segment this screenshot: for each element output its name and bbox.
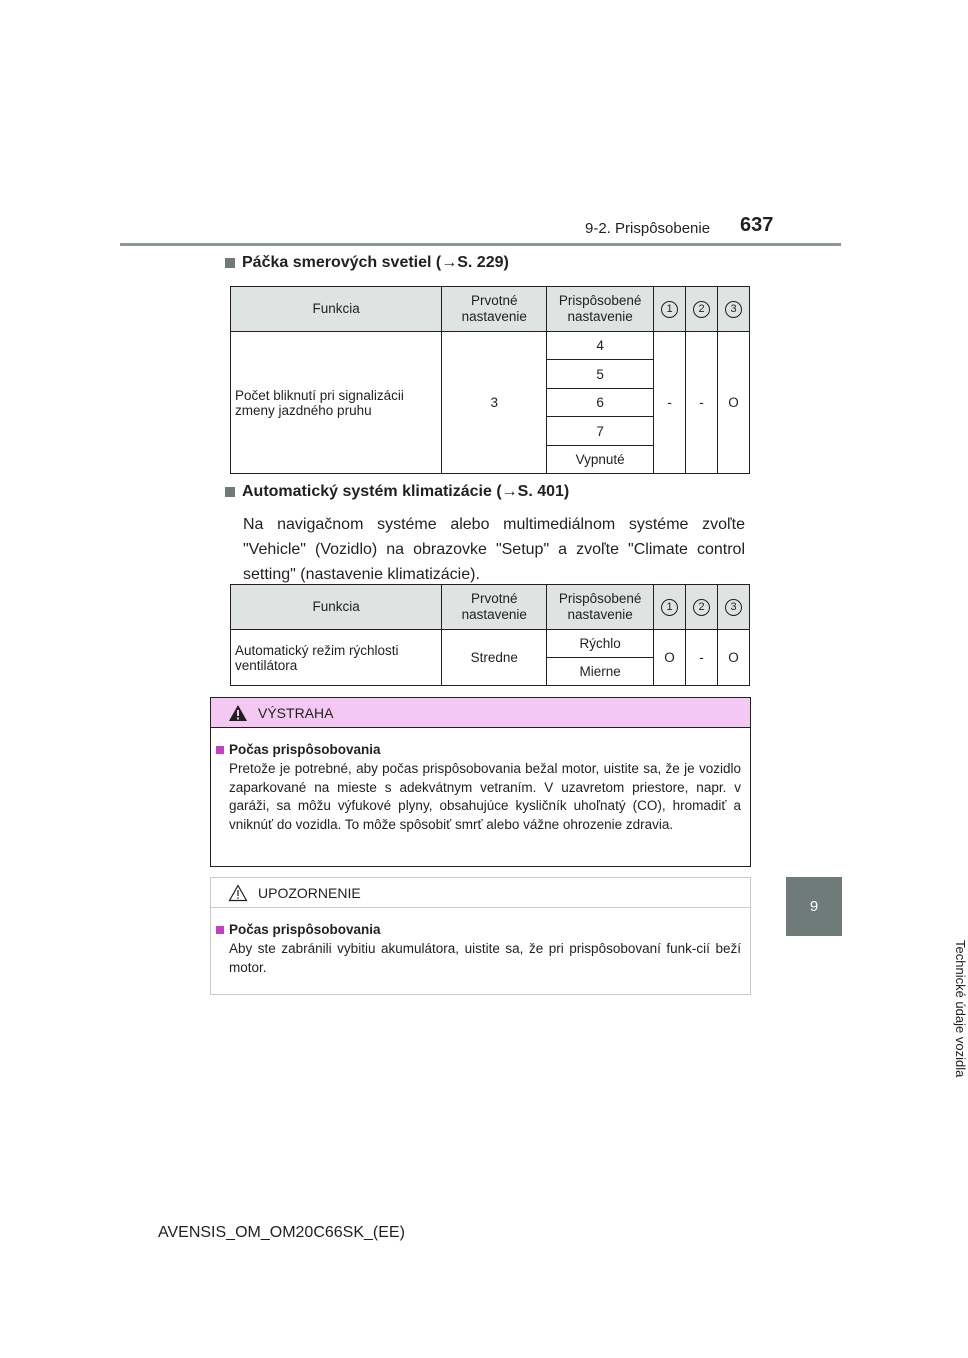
page-number: 637 bbox=[740, 214, 774, 236]
caution-subheading bbox=[216, 742, 750, 757]
climate-table bbox=[230, 584, 750, 686]
mode3-cell: O bbox=[718, 630, 750, 686]
option-cell: 7 bbox=[547, 417, 654, 446]
default-cell: 3 bbox=[442, 332, 547, 474]
section-heading-text: Páčka smerových svetiel (→S. 229) bbox=[242, 254, 509, 271]
notice-header bbox=[211, 878, 750, 908]
col-header-default: Prvotné nastavenie bbox=[442, 585, 547, 630]
mode2-cell: - bbox=[686, 332, 718, 474]
function-cell: Počet bliknutí pri signalizácii zmeny jazdného pruhu bbox=[231, 332, 442, 474]
header-rule bbox=[120, 243, 841, 246]
default-cell: Stredne bbox=[442, 630, 547, 686]
chapter-tab[interactable] bbox=[786, 877, 842, 936]
mode2-cell: - bbox=[686, 630, 718, 686]
warning-triangle-icon bbox=[228, 704, 248, 722]
col-header-default: Prvotné nastavenie bbox=[442, 287, 547, 332]
notice-text: Aby ste zabránili vybitiu akumulátora, uistite sa, že pri prispôsobovaní funk-cií beží motor. bbox=[229, 941, 741, 975]
option-cell: Rýchlo bbox=[547, 630, 654, 658]
caution-header bbox=[211, 698, 750, 728]
square-bullet-icon bbox=[225, 258, 235, 268]
climate-instructions: Na navigačnom systéme alebo multimediálnom systéme zvoľte "Vehicle" (Vozidlo) na obrazovke "Setup" a zvoľte "Climate control setting" (nastavenie klimatizácie). bbox=[243, 516, 745, 583]
notice-subtitle: Počas prispôsobovania bbox=[229, 922, 381, 937]
square-bullet-icon bbox=[216, 926, 224, 934]
circle-1-icon: 1 bbox=[661, 599, 678, 616]
mode1-cell: O bbox=[654, 630, 686, 686]
caution-text: Pretože je potrebné, aby počas prispôsobovania bežal motor, uistite sa, že je vozidlo zaparkované na mieste s adekvátnym vetraním. V uzavretom priestore, napr. v garáži, sa môžu výfukové plyny, obsahujúce kysličník uhoľnatý (CO), hromadiť a vniknúť do vozidla. To môže spôsobiť smrť alebo vážne ohrozenie zdravia. bbox=[229, 761, 741, 832]
mode1-cell: - bbox=[654, 332, 686, 474]
caution-box bbox=[210, 697, 751, 867]
circle-3-icon: 3 bbox=[725, 599, 742, 616]
notice-title: UPOZORNENIE bbox=[258, 884, 361, 901]
caution-title: VÝSTRAHA bbox=[258, 704, 334, 721]
section-heading-text: Automatický systém klimatizácie (→S. 401) bbox=[242, 483, 570, 500]
col-header-custom: Prispôsobené nastavenie bbox=[547, 287, 654, 332]
section-heading-climate bbox=[225, 483, 569, 501]
option-cell: 5 bbox=[547, 360, 654, 389]
chapter-number: 9 bbox=[809, 898, 819, 915]
caution-outline-triangle-icon bbox=[228, 884, 248, 902]
option-cell: Vypnuté bbox=[547, 446, 654, 474]
chapter-label: Technické údaje vozidla bbox=[953, 940, 968, 1078]
chapter-label-wrap bbox=[786, 940, 968, 1105]
circle-3-icon: 3 bbox=[725, 301, 742, 318]
option-cell: 4 bbox=[547, 332, 654, 360]
section-heading-turn-signal bbox=[225, 254, 509, 272]
circle-2-icon: 2 bbox=[693, 599, 710, 616]
function-cell: Automatický režim rýchlosti ventilátora bbox=[231, 630, 442, 686]
col-header-function: Funkcia bbox=[231, 287, 442, 332]
caution-subtitle: Počas prispôsobovania bbox=[229, 742, 381, 757]
option-cell: Mierne bbox=[547, 658, 654, 686]
square-bullet-icon bbox=[225, 487, 235, 497]
option-cell: 6 bbox=[547, 389, 654, 417]
col-header-custom: Prispôsobené nastavenie bbox=[547, 585, 654, 630]
turn-signal-table bbox=[230, 286, 750, 474]
circle-2-icon: 2 bbox=[693, 301, 710, 318]
col-header-function: Funkcia bbox=[231, 585, 442, 630]
document-code: AVENSIS_OM_OM20C66SK_(EE) bbox=[158, 1224, 405, 1241]
square-bullet-icon bbox=[216, 746, 224, 754]
notice-subheading bbox=[216, 922, 750, 937]
mode3-cell: O bbox=[718, 332, 750, 474]
circle-1-icon: 1 bbox=[661, 301, 678, 318]
section-title: 9-2. Prispôsobenie bbox=[585, 220, 711, 237]
notice-box bbox=[210, 877, 751, 995]
